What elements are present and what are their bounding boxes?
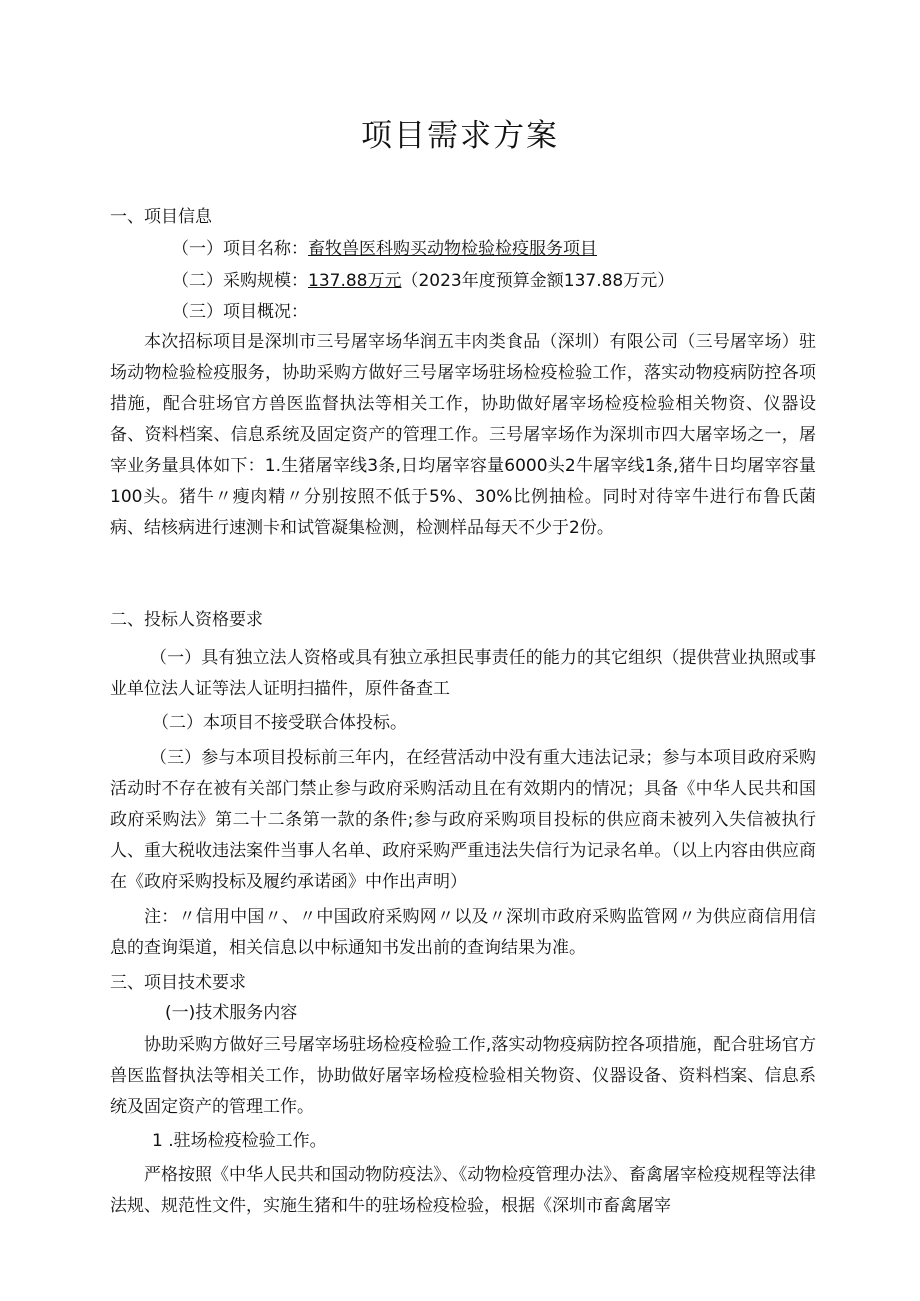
- project-name-value: 畜牧兽医科购买动物检验检疫服务项目: [308, 239, 597, 259]
- technical-service-paragraph: 协助采购方做好三号屠宰场驻场检疫检验工作,落实动物疫病防控各项措施，配合驻场官方兽医监督执法等相关工作，协助做好屠宰场检疫检验相关物资、仪器设备、资料档案、信息系统及固定资产的管理工作。: [110, 1035, 816, 1117]
- procurement-scale-label: （二）采购规模：: [172, 271, 308, 291]
- qualification-item-2: （二）本项目不接受联合体投标。: [152, 713, 407, 733]
- procurement-scale-note: （2023年度预算金额137.88万元）: [401, 271, 675, 291]
- project-name-label: （一）项目名称：: [172, 239, 308, 259]
- project-overview-label: （三）项目概况：: [172, 302, 308, 322]
- procurement-scale-line: [172, 266, 674, 296]
- technical-item-1: 1 .驻场检疫检验工作。: [152, 1131, 327, 1151]
- section-heading-technical: 三、项目技术要求: [110, 973, 246, 993]
- project-name-line: [172, 234, 597, 264]
- procurement-scale-value: 137.88万元: [308, 271, 402, 291]
- section-heading-qualification: 二、投标人资格要求: [110, 610, 263, 630]
- qualification-item-1: （一）具有独立法人资格或具有独立承担民事责任的能力的其它组织（提供营业执照或事业单位法人证等法人证明扫描件，原件备查工: [110, 648, 816, 699]
- project-overview-text: 本次招标项目是深圳市三号屠宰场华润五丰肉类食品（深圳）有限公司（三号屠宰场）驻场动物检验检疫服务，协助采购方做好三号屠宰场驻场检疫检验工作，落实动物疫病防控各项措施，配合驻场官方兽医监督执法等相关工作，协助做好屠宰场检疫检验相关物资、仪器设备、资料档案、信息系统及固定资产的管理工作。三号屠宰场作为深圳市四大屠宰场之一，屠宰业务量具体如下：1.生猪屠宰线3条,日均屠宰容量6000头2牛屠宰线1条,猪牛日均屠宰容量100头。猪牛〃瘦肉精〃分别按照不低于5%、30%比例抽检。同时对待宰牛进行布鲁氏菌病、结核病进行速测卡和试管凝集检测，检测样品每天不少于2份。: [110, 332, 816, 538]
- section-heading-project-info: 一、项目信息: [110, 207, 212, 227]
- qualification-note: 注：〃信用中国〃、〃中国政府采购网〃以及〃深圳市政府采购监管网〃为供应商信用信息的查询渠道，相关信息以中标通知书发出前的查询结果为准。: [110, 907, 816, 958]
- technical-subsection-1: (一)技术服务内容: [165, 1003, 298, 1023]
- technical-item-1-paragraph: 严格按照《中华人民共和国动物防疫法》、《动物检疫管理办法》、畜禽屠宰检疫规程等法律法规、规范性文件，实施生猪和牛的驻场检疫检验，根据《深圳市畜禽屠宰: [110, 1165, 816, 1216]
- qualification-item-3: （三）参与本项目投标前三年内，在经营活动中没有重大违法记录；参与本项目政府采购活动时不存在被有关部门禁止参与政府采购活动且在有效期内的情况；具备《中华人民共和国政府采购法》第二十二条第一款的条件;参与政府采购项目投标的供应商未被列入失信被执行人、重大税收违法案件当事人名单、政府采购严重违法失信行为记录名单。（以上内容由供应商在《政府采购投标及履约承诺函》中作出声明）: [110, 748, 816, 892]
- page-title: 项目需求方案: [361, 118, 559, 154]
